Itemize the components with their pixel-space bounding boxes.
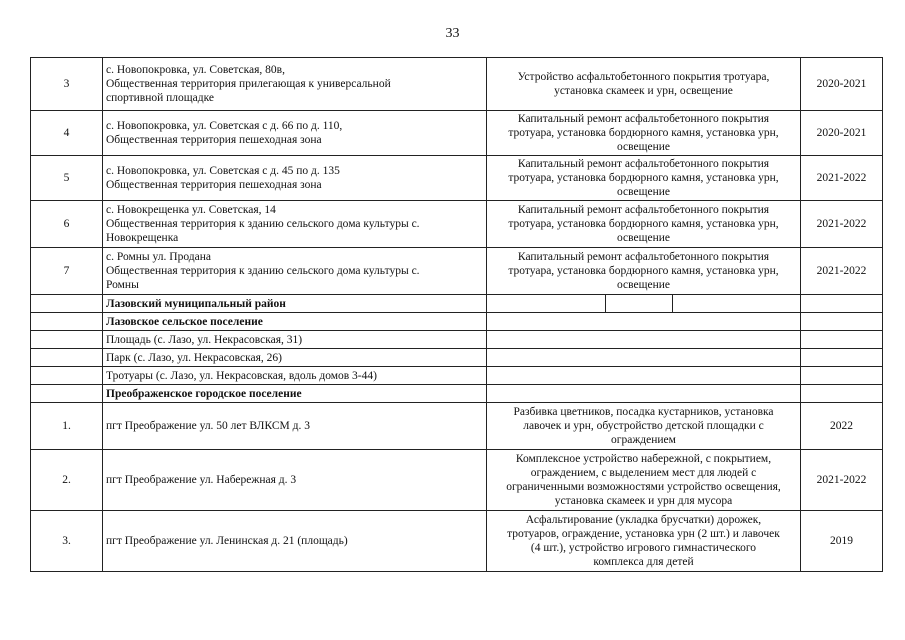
row-years: 2020-2021 [801, 58, 883, 111]
row-years [801, 349, 883, 367]
row-work-line: установка скамеек и урн для мусора [554, 495, 733, 507]
row-number [31, 295, 103, 313]
row-address-line: Новокрещенка [106, 232, 179, 244]
row-number: 3. [31, 511, 103, 572]
row-number: 6 [31, 201, 103, 248]
row-work-line: Капитальный ремонт асфальтобетонного покрытия [517, 113, 770, 125]
row-number [31, 385, 103, 403]
row-number [31, 313, 103, 331]
split-cell-part [606, 295, 673, 312]
row-years [801, 367, 883, 385]
row-address-line: с. Новопокровка, ул. Советская с д. 45 по д. 135 [106, 165, 340, 177]
district-title: Лазовский муниципальный район [103, 295, 487, 313]
row-address-line: Общественная территория пешеходная зона [106, 179, 322, 191]
row-number: 1. [31, 403, 103, 450]
territories-table [30, 57, 883, 572]
row-address-line: Общественная территория к зданию сельского дома культуры с. [106, 218, 420, 230]
row-years: 2021-2022 [801, 450, 883, 511]
row-years: 2022 [801, 403, 883, 450]
row-address-line: с. Ромны ул. Продана [106, 251, 211, 263]
row-address-line: спортивной площадке [106, 92, 215, 104]
row-work [487, 403, 801, 450]
row-address-line: с. Новопокровка, ул. Советская, 80в, [106, 64, 285, 76]
row-work-line: лавочек и урн, обустройство детской площадки с [523, 420, 764, 432]
row-years: 2019 [801, 511, 883, 572]
row-address [103, 248, 487, 295]
row-address-line: Ромны [106, 279, 139, 291]
row-work-line: тротуара, установка бордюрного камня, установка урн, [508, 265, 779, 277]
row-work [487, 111, 801, 156]
settlement-row-title: Преображенское городское поселение [103, 385, 487, 403]
table-row [31, 450, 883, 511]
row-work [487, 385, 801, 403]
row-work-line: Устройство асфальтобетонного покрытия тротуара, [517, 71, 770, 83]
row-work-line: ограниченными возможностями устройство освещения, [506, 481, 781, 493]
row-work [487, 367, 801, 385]
row-number: 4 [31, 111, 103, 156]
row-work-line: Капитальный ремонт асфальтобетонного покрытия [517, 158, 770, 170]
row-address: Площадь (с. Лазо, ул. Некрасовская, 31) [103, 331, 487, 349]
table-row [31, 367, 883, 385]
row-work-line: комплекса для детей [593, 556, 694, 568]
table-row [31, 331, 883, 349]
row-address [103, 201, 487, 248]
settlement-row [31, 313, 883, 331]
row-address: Парк (с. Лазо, ул. Некрасовская, 26) [103, 349, 487, 367]
row-work-line: Комплексное устройство набережной, с покрытием, [515, 453, 772, 465]
row-work [487, 295, 801, 313]
row-address [103, 403, 487, 450]
row-work-line: освещение [617, 279, 670, 291]
row-work-line: (4 шт.), устройство игрового гимнастического [530, 542, 757, 554]
row-number: 5 [31, 156, 103, 201]
row-address [103, 58, 487, 111]
table-row [31, 111, 883, 156]
row-work [487, 156, 801, 201]
settlement-row [31, 385, 883, 403]
row-work-line: установка скамеек и урн, освещение [554, 85, 733, 97]
row-address-line: пгт Преображение ул. Ленинская д. 21 (площадь) [106, 535, 348, 547]
row-work-line: тротуара, установка бордюрного камня, установка урн, [508, 218, 779, 230]
row-work [487, 201, 801, 248]
row-address-line: Общественная территория к зданию сельского дома культуры с. [106, 265, 420, 277]
row-work [487, 58, 801, 111]
row-work [487, 511, 801, 572]
row-address [103, 511, 487, 572]
row-work-line: освещение [617, 232, 670, 244]
row-work-line: освещение [617, 141, 670, 153]
row-number: 7 [31, 248, 103, 295]
page-number: 33 [445, 26, 460, 41]
row-address-line: пгт Преображение ул. 50 лет ВЛКСМ д. 3 [106, 420, 310, 432]
split-cell-part [673, 295, 797, 312]
row-work [487, 248, 801, 295]
row-address-line: с. Новопокровка, ул. Советская с д. 66 по д. 110, [106, 120, 343, 132]
row-number [31, 349, 103, 367]
row-number [31, 331, 103, 349]
row-work-line: тротуаров, ограждение, установка урн (2 шт.) и лавочек [507, 528, 780, 540]
row-years: 2021-2022 [801, 201, 883, 248]
row-work [487, 349, 801, 367]
row-work-line: тротуара, установка бордюрного камня, установка урн, [508, 172, 779, 184]
row-address [103, 111, 487, 156]
row-address [103, 450, 487, 511]
district-row [31, 295, 883, 313]
row-years: 2020-2021 [801, 111, 883, 156]
row-work-line: Асфальтирование (укладка брусчатки) дорожек, [525, 514, 762, 526]
row-work [487, 450, 801, 511]
row-work-line: ограждением, с выделением мест для людей с [530, 467, 757, 479]
row-years [801, 331, 883, 349]
settlement-row-title: Лазовское сельское поселение [103, 313, 487, 331]
table-row [31, 248, 883, 295]
row-work-line: освещение [617, 186, 670, 198]
row-number: 2. [31, 450, 103, 511]
row-years [801, 385, 883, 403]
row-work [487, 331, 801, 349]
row-address-line: пгт Преображение ул. Набережная д. 3 [106, 474, 297, 486]
row-work-line: тротуара, установка бордюрного камня, установка урн, [508, 127, 779, 139]
table-row [31, 58, 883, 111]
row-work [487, 313, 801, 331]
table-row [31, 511, 883, 572]
table-row [31, 201, 883, 248]
row-address [103, 156, 487, 201]
row-work-line: Капитальный ремонт асфальтобетонного покрытия [517, 204, 770, 216]
table-row [31, 403, 883, 450]
row-years [801, 295, 883, 313]
row-work-line: Разбивка цветников, посадка кустарников, установка [513, 406, 774, 418]
row-years: 2021-2022 [801, 248, 883, 295]
row-number: 3 [31, 58, 103, 111]
table-row [31, 349, 883, 367]
row-years: 2021-2022 [801, 156, 883, 201]
table-row [31, 156, 883, 201]
row-address-line: Общественная территория прилегающая к универсальной [106, 78, 391, 90]
row-work-line: ограждением [611, 434, 676, 446]
row-address: Тротуары (с. Лазо, ул. Некрасовская, вдоль домов 3-44) [103, 367, 487, 385]
row-address-line: с. Новокрещенка ул. Советская, 14 [106, 204, 276, 216]
row-years [801, 313, 883, 331]
split-cell-part [490, 295, 606, 312]
row-number [31, 367, 103, 385]
row-address-line: Общественная территория пешеходная зона [106, 134, 322, 146]
row-work-line: Капитальный ремонт асфальтобетонного покрытия [517, 251, 770, 263]
